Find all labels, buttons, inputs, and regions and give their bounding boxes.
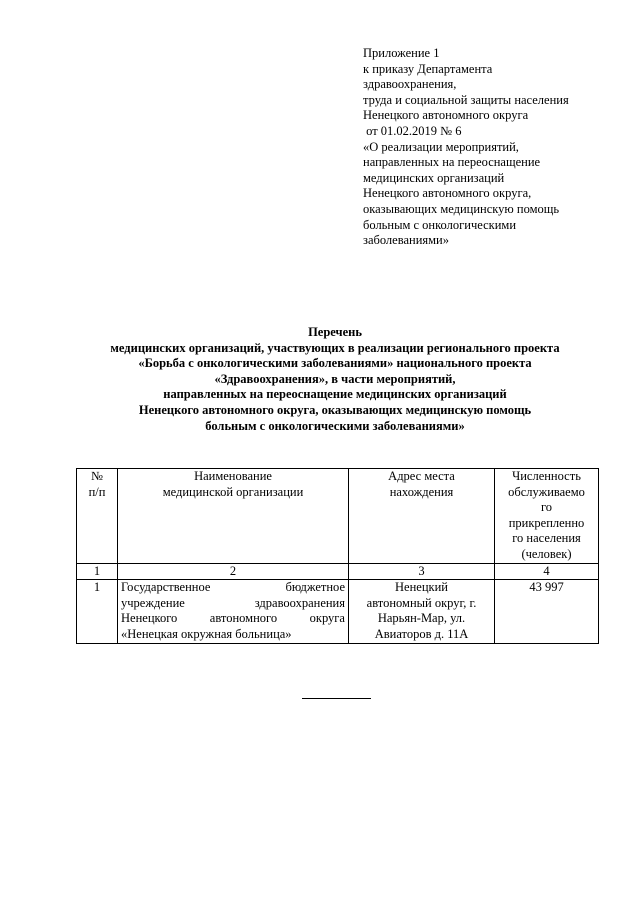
column-number: 3 — [349, 563, 495, 580]
header-text: прикрепленно — [508, 515, 585, 530]
population-count: 43 997 — [495, 580, 599, 643]
appendix-line: труда и социальной защиты населения — [363, 92, 569, 107]
heading-line: направленных на переоснащение медицинских организаций — [163, 387, 507, 402]
word: здравоохранения — [254, 595, 345, 610]
heading-title: Перечень — [308, 325, 362, 339]
organization-name — [118, 580, 349, 643]
appendix-line: «О реализации мероприятий, — [363, 139, 519, 154]
word: Государственное — [121, 580, 211, 595]
appendix-line: оказывающих медицинскую помощь — [363, 201, 560, 216]
appendix-line: Ненецкого автономного округа — [363, 108, 529, 123]
word: автономного — [209, 611, 278, 626]
appendix-line: Приложение 1 — [363, 46, 440, 60]
heading-line: Ненецкого автономного округа, оказывающих медицинскую помощь — [138, 402, 532, 417]
appendix-line: к приказу Департамента — [363, 61, 493, 76]
header-text: го населения — [512, 531, 581, 546]
header-text: (человек) — [521, 546, 572, 561]
column-number: 4 — [495, 563, 599, 580]
column-number: 2 — [118, 563, 349, 580]
word: округа — [309, 611, 345, 626]
organization-name-line: «Ненецкая окружная больница» — [121, 626, 292, 641]
table-header-row — [77, 469, 599, 564]
header-text: медицинской организации — [162, 484, 304, 499]
appendix-line: направленных на переоснащение — [363, 155, 541, 170]
header-cell-population — [495, 469, 599, 564]
signature-divider — [302, 698, 371, 699]
header-text: нахождения — [389, 484, 454, 499]
address-line: Нарьян-Мар, ул. — [377, 611, 466, 626]
header-text: п/п — [88, 484, 106, 499]
appendix-block — [363, 46, 613, 249]
column-number: 1 — [77, 563, 118, 580]
header-text: № — [91, 469, 103, 483]
column-number-row — [77, 563, 599, 580]
header-text: обслуживаемо — [508, 484, 585, 499]
appendix-line: больным с онкологическими — [363, 217, 517, 232]
appendix-line: Ненецкого автономного округа, — [363, 186, 532, 201]
word: учреждение — [121, 595, 185, 610]
table-row — [77, 580, 599, 643]
header-cell-index — [77, 469, 118, 564]
heading-line: «Здравоохранения», в части мероприятий, — [214, 371, 456, 386]
appendix-line: медицинских организаций — [363, 170, 505, 185]
address-line: Авиаторов д. 11А — [374, 626, 469, 641]
organization-name-line — [121, 611, 345, 627]
heading-line: медицинских организаций, участвующих в реализации регионального проекта — [110, 340, 560, 355]
document-heading — [40, 325, 630, 434]
organization-name-line — [121, 580, 345, 596]
address-line: Ненецкий — [395, 580, 448, 595]
row-index: 1 — [77, 580, 118, 643]
organization-name-line — [121, 596, 345, 612]
header-text: Наименование — [194, 469, 272, 483]
organization-address — [349, 580, 495, 643]
appendix-line: здравоохранения, — [363, 77, 457, 92]
header-cell-address — [349, 469, 495, 564]
address-line: автономный округ, г. — [366, 595, 477, 610]
heading-line: больным с онкологическими заболеваниями» — [205, 418, 465, 433]
header-text: Численность — [512, 469, 581, 483]
appendix-line: от 01.02.2019 № 6 — [363, 123, 462, 138]
header-cell-name — [118, 469, 349, 564]
word: Ненецкого — [121, 611, 178, 626]
heading-line: «Борьба с онкологическими заболеваниями» национального проекта — [138, 356, 532, 371]
header-text: го — [540, 500, 553, 515]
word: бюджетное — [285, 580, 345, 595]
header-text: Адрес места — [388, 469, 455, 483]
appendix-line: заболеваниями» — [363, 233, 449, 248]
organizations-table — [76, 468, 599, 644]
